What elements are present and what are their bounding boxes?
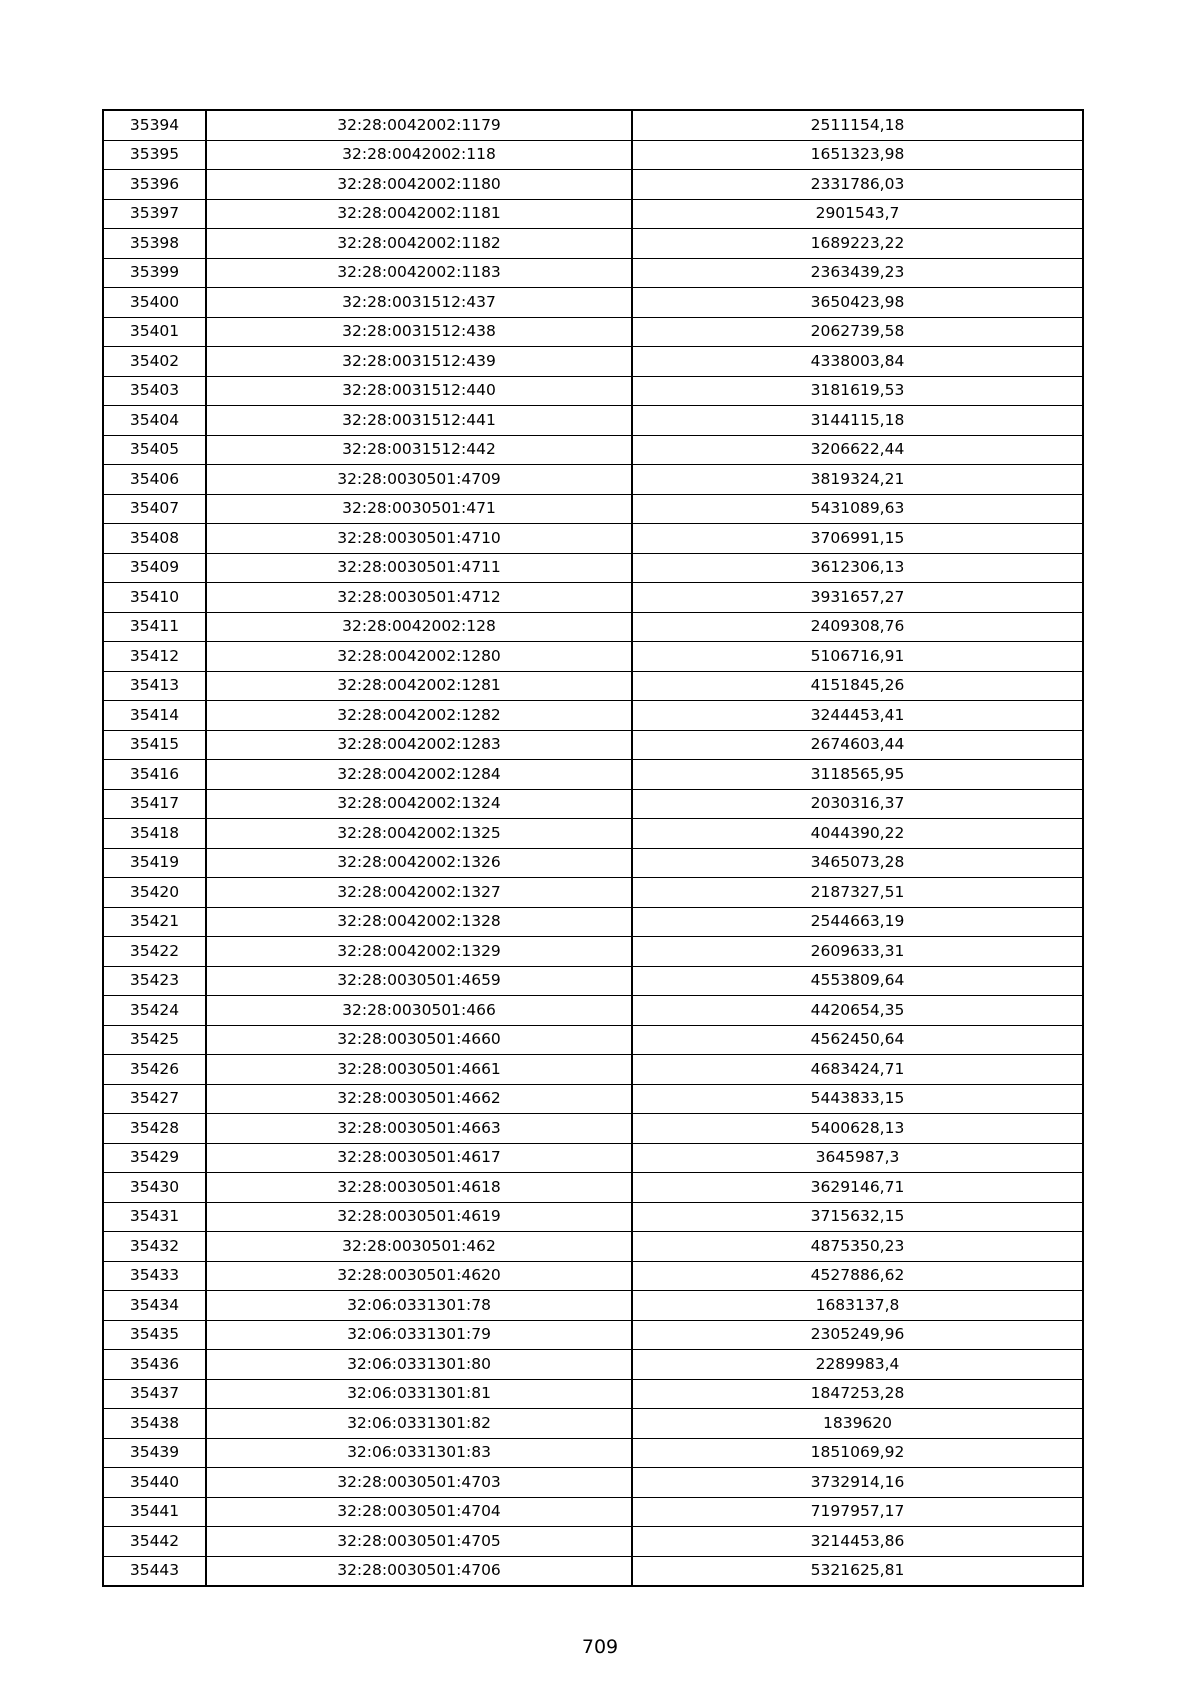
cadastral-number-cell: 32:28:0030501:4661 [206,1055,632,1085]
table-row [103,1438,1083,1468]
table-row [103,1409,1083,1439]
row-number-cell: 35396 [103,170,206,200]
cadastral-value-cell: 2544663,19 [632,907,1083,937]
row-number-cell: 35424 [103,996,206,1026]
cadastral-number-cell: 32:28:0030501:471 [206,494,632,524]
cadastral-number-cell: 32:28:0042002:1182 [206,229,632,259]
row-number-cell: 35427 [103,1084,206,1114]
table-row [103,1055,1083,1085]
cadastral-number-cell: 32:28:0042002:1283 [206,730,632,760]
row-number-cell: 35443 [103,1556,206,1586]
cadastral-value-cell: 1851069,92 [632,1438,1083,1468]
table-row [103,1379,1083,1409]
table-row [103,435,1083,465]
cadastral-value-cell: 3118565,95 [632,760,1083,790]
cadastral-value-cell: 3244453,41 [632,701,1083,731]
cadastral-value-cell: 2674603,44 [632,730,1083,760]
cadastral-value-cell: 2409308,76 [632,612,1083,642]
table-row [103,1497,1083,1527]
row-number-cell: 35442 [103,1527,206,1557]
table-row [103,199,1083,229]
table-row [103,1320,1083,1350]
row-number-cell: 35436 [103,1350,206,1380]
cadastral-value-cell: 5431089,63 [632,494,1083,524]
table-row [103,1291,1083,1321]
table-row [103,671,1083,701]
cadastral-number-cell: 32:28:0031512:441 [206,406,632,436]
table-row [103,229,1083,259]
cadastral-number-cell: 32:28:0042002:1282 [206,701,632,731]
cadastral-number-cell: 32:06:0331301:82 [206,1409,632,1439]
cadastral-value-cell: 4527886,62 [632,1261,1083,1291]
table-row [103,701,1083,731]
cadastral-value-cell: 3629146,71 [632,1173,1083,1203]
cadastral-value-cell: 2062739,58 [632,317,1083,347]
cadastral-value-cell: 2305249,96 [632,1320,1083,1350]
row-number-cell: 35413 [103,671,206,701]
cadastral-number-cell: 32:06:0331301:80 [206,1350,632,1380]
cadastral-value-cell: 2609633,31 [632,937,1083,967]
cadastral-value-cell: 1689223,22 [632,229,1083,259]
cadastral-number-cell: 32:28:0042002:1183 [206,258,632,288]
cadastral-value-cell: 3931657,27 [632,583,1083,613]
table-row [103,494,1083,524]
cadastral-number-cell: 32:28:0042002:1281 [206,671,632,701]
cadastral-number-cell: 32:28:0042002:1328 [206,907,632,937]
cadastral-number-cell: 32:28:0042002:128 [206,612,632,642]
cadastral-value-cell: 1839620 [632,1409,1083,1439]
row-number-cell: 35404 [103,406,206,436]
cadastral-number-cell: 32:28:0042002:1329 [206,937,632,967]
table-row [103,258,1083,288]
row-number-cell: 35421 [103,907,206,937]
cadastral-number-cell: 32:28:0030501:4705 [206,1527,632,1557]
table-row [103,465,1083,495]
row-number-cell: 35434 [103,1291,206,1321]
cadastral-value-cell: 3181619,53 [632,376,1083,406]
cadastral-value-cell: 4338003,84 [632,347,1083,377]
cadastral-number-cell: 32:28:0030501:466 [206,996,632,1026]
cadastral-value-cell: 3214453,86 [632,1527,1083,1557]
cadastral-value-cell: 5321625,81 [632,1556,1083,1586]
row-number-cell: 35430 [103,1173,206,1203]
cadastral-value-cell: 4044390,22 [632,819,1083,849]
cadastral-number-cell: 32:28:0031512:437 [206,288,632,318]
cadastral-value-cell: 2187327,51 [632,878,1083,908]
cadastral-number-cell: 32:28:0030501:4660 [206,1025,632,1055]
table-row [103,1202,1083,1232]
table-row [103,583,1083,613]
cadastral-number-cell: 32:28:0030501:4710 [206,524,632,554]
cadastral-number-cell: 32:28:0042002:1327 [206,878,632,908]
row-number-cell: 35412 [103,642,206,672]
table-row [103,553,1083,583]
row-number-cell: 35439 [103,1438,206,1468]
row-number-cell: 35415 [103,730,206,760]
data-table [102,109,1084,1587]
row-number-cell: 35407 [103,494,206,524]
cadastral-value-cell: 3144115,18 [632,406,1083,436]
cadastral-value-cell: 3612306,13 [632,553,1083,583]
cadastral-number-cell: 32:28:0042002:1324 [206,789,632,819]
row-number-cell: 35405 [103,435,206,465]
table-row [103,1261,1083,1291]
cadastral-number-cell: 32:28:0042002:118 [206,140,632,170]
cadastral-number-cell: 32:28:0030501:4618 [206,1173,632,1203]
table-row [103,819,1083,849]
row-number-cell: 35431 [103,1202,206,1232]
cadastral-value-cell: 4151845,26 [632,671,1083,701]
table-row [103,1232,1083,1262]
row-number-cell: 35425 [103,1025,206,1055]
cadastral-number-cell: 32:28:0031512:438 [206,317,632,347]
table-row [103,878,1083,908]
row-number-cell: 35402 [103,347,206,377]
table-row [103,937,1083,967]
row-number-cell: 35398 [103,229,206,259]
cadastral-value-cell: 2289983,4 [632,1350,1083,1380]
cadastral-number-cell: 32:28:0030501:4709 [206,465,632,495]
cadastral-value-cell: 2030316,37 [632,789,1083,819]
row-number-cell: 35417 [103,789,206,819]
row-number-cell: 35433 [103,1261,206,1291]
row-number-cell: 35426 [103,1055,206,1085]
cadastral-value-cell: 3650423,98 [632,288,1083,318]
table-row [103,1025,1083,1055]
cadastral-number-cell: 32:28:0042002:1325 [206,819,632,849]
cadastral-number-cell: 32:28:0042002:1280 [206,642,632,672]
row-number-cell: 35400 [103,288,206,318]
cadastral-number-cell: 32:06:0331301:81 [206,1379,632,1409]
cadastral-number-cell: 32:28:0031512:440 [206,376,632,406]
cadastral-value-cell: 1651323,98 [632,140,1083,170]
cadastral-value-cell: 2363439,23 [632,258,1083,288]
cadastral-number-cell: 32:28:0042002:1180 [206,170,632,200]
table-row [103,760,1083,790]
table-row [103,170,1083,200]
row-number-cell: 35397 [103,199,206,229]
table-row [103,996,1083,1026]
table-row [103,1556,1083,1586]
row-number-cell: 35422 [103,937,206,967]
table-row [103,1468,1083,1498]
cadastral-number-cell: 32:28:0030501:4619 [206,1202,632,1232]
table-row [103,789,1083,819]
cadastral-number-cell: 32:28:0030501:4663 [206,1114,632,1144]
row-number-cell: 35437 [103,1379,206,1409]
cadastral-value-cell: 3732914,16 [632,1468,1083,1498]
row-number-cell: 35410 [103,583,206,613]
row-number-cell: 35419 [103,848,206,878]
cadastral-value-cell: 7197957,17 [632,1497,1083,1527]
row-number-cell: 35416 [103,760,206,790]
cadastral-number-cell: 32:28:0042002:1326 [206,848,632,878]
cadastral-number-cell: 32:28:0030501:4711 [206,553,632,583]
row-number-cell: 35428 [103,1114,206,1144]
page-number: 709 [581,1636,619,1658]
table-row [103,1114,1083,1144]
table-row [103,140,1083,170]
cadastral-number-cell: 32:28:0030501:4704 [206,1497,632,1527]
cadastral-value-cell: 4683424,71 [632,1055,1083,1085]
cadastral-number-cell: 32:28:0030501:4659 [206,966,632,996]
cadastral-number-cell: 32:28:0042002:1179 [206,110,632,140]
row-number-cell: 35409 [103,553,206,583]
cadastral-value-cell: 3715632,15 [632,1202,1083,1232]
row-number-cell: 35441 [103,1497,206,1527]
cadastral-number-cell: 32:06:0331301:83 [206,1438,632,1468]
cadastral-number-cell: 32:28:0030501:4703 [206,1468,632,1498]
row-number-cell: 35399 [103,258,206,288]
row-number-cell: 35395 [103,140,206,170]
cadastral-value-cell: 2331786,03 [632,170,1083,200]
cadastral-number-cell: 32:28:0042002:1284 [206,760,632,790]
table-row [103,1350,1083,1380]
table-row [103,907,1083,937]
row-number-cell: 35438 [103,1409,206,1439]
cadastral-value-cell: 5106716,91 [632,642,1083,672]
row-number-cell: 35440 [103,1468,206,1498]
table-row [103,966,1083,996]
table-row [103,110,1083,140]
table-row [103,317,1083,347]
cadastral-number-cell: 32:28:0042002:1181 [206,199,632,229]
table-body [103,110,1083,1586]
table-row [103,730,1083,760]
cadastral-number-cell: 32:28:0030501:4706 [206,1556,632,1586]
cadastral-value-cell: 1847253,28 [632,1379,1083,1409]
row-number-cell: 35403 [103,376,206,406]
cadastral-value-cell: 3819324,21 [632,465,1083,495]
row-number-cell: 35423 [103,966,206,996]
row-number-cell: 35408 [103,524,206,554]
cadastral-value-cell: 3206622,44 [632,435,1083,465]
row-number-cell: 35429 [103,1143,206,1173]
cadastral-value-cell: 4420654,35 [632,996,1083,1026]
cadastral-value-cell: 5443833,15 [632,1084,1083,1114]
table-row [103,288,1083,318]
table-row [103,612,1083,642]
cadastral-number-cell: 32:28:0030501:4617 [206,1143,632,1173]
cadastral-value-cell: 4875350,23 [632,1232,1083,1262]
cadastral-number-cell: 32:28:0030501:4662 [206,1084,632,1114]
cadastral-value-cell: 3645987,3 [632,1143,1083,1173]
row-number-cell: 35406 [103,465,206,495]
cadastral-number-cell: 32:28:0031512:439 [206,347,632,377]
row-number-cell: 35394 [103,110,206,140]
cadastral-number-cell: 32:28:0031512:442 [206,435,632,465]
row-number-cell: 35420 [103,878,206,908]
cadastral-value-cell: 3706991,15 [632,524,1083,554]
table-row [103,406,1083,436]
cadastral-number-cell: 32:28:0030501:4620 [206,1261,632,1291]
cadastral-value-cell: 4562450,64 [632,1025,1083,1055]
table-row [103,1143,1083,1173]
row-number-cell: 35432 [103,1232,206,1262]
table-row [103,642,1083,672]
table-row [103,1173,1083,1203]
table-row [103,376,1083,406]
row-number-cell: 35414 [103,701,206,731]
table-row [103,848,1083,878]
row-number-cell: 35435 [103,1320,206,1350]
cadastral-number-cell: 32:06:0331301:79 [206,1320,632,1350]
cadastral-value-cell: 2511154,18 [632,110,1083,140]
cadastral-value-cell: 5400628,13 [632,1114,1083,1144]
cadastral-value-cell: 1683137,8 [632,1291,1083,1321]
cadastral-value-cell: 4553809,64 [632,966,1083,996]
cadastral-number-cell: 32:28:0030501:4712 [206,583,632,613]
cadastral-number-cell: 32:28:0030501:462 [206,1232,632,1262]
table-row [103,1527,1083,1557]
cadastral-value-cell: 2901543,7 [632,199,1083,229]
row-number-cell: 35401 [103,317,206,347]
table-row [103,524,1083,554]
table-row [103,1084,1083,1114]
table-row [103,347,1083,377]
row-number-cell: 35418 [103,819,206,849]
cadastral-value-cell: 3465073,28 [632,848,1083,878]
cadastral-number-cell: 32:06:0331301:78 [206,1291,632,1321]
row-number-cell: 35411 [103,612,206,642]
